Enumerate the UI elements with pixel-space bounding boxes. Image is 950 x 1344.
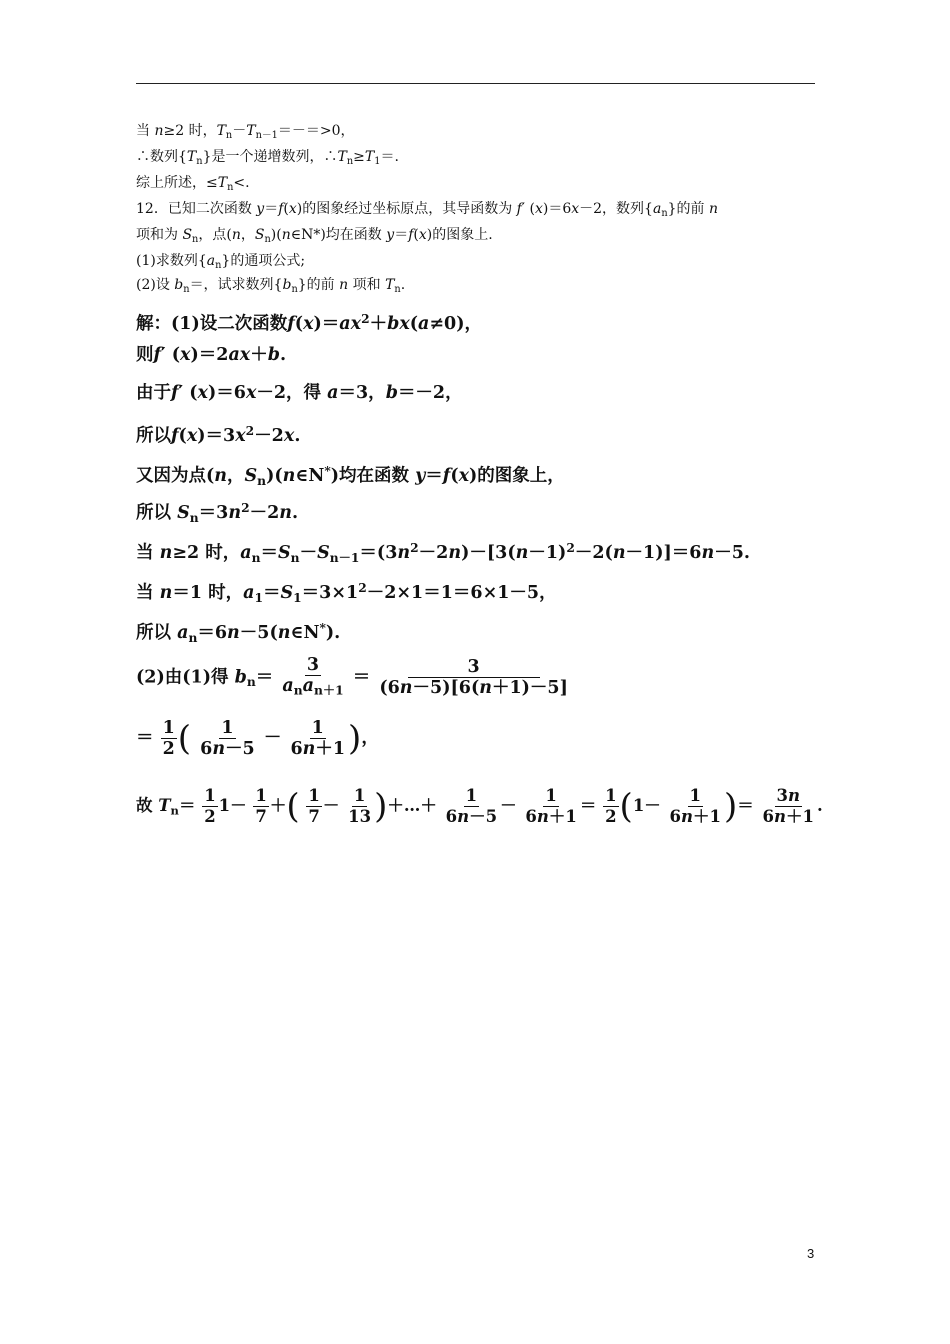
solution-line-4: 所以$f(x)=3x^2-2x$. [136,423,301,447]
solution-line-3: 由于f′ (x)＝6x－2，得 a＝3，b＝－2， [136,383,463,403]
fraction: $\frac{1}{6n+1}$ [290,718,346,759]
problem-question-2: (2)设 $b_n=$，试求数列$\{b_n\}$的前 n 项和 $T_n$. [136,277,406,295]
solution-line-9: 所以 $a_n=6n-5(n\in N^*)$. [136,620,341,645]
intro-line-1: 当 n≥2 时，$T_n-T_{n-1}=-=>0$， [136,123,355,141]
fraction: $\frac{1}{6n+1}$ [525,786,577,826]
fraction: $\frac{1}{13}$ [348,786,372,826]
solution-line-11: ＝ $\frac{1}{2}$ ( $\frac{1}{6n-5}$ － $\frac{1}{6n+1}$ )， [136,718,379,759]
fraction: $\frac{1}{6n+1}$ [669,786,722,826]
fraction: $\frac{1}{2}$ [204,786,216,826]
fraction: $\frac{1}{2}$ [162,718,175,759]
fraction: $\frac{1}{7}$ [308,786,320,826]
problem-question-1: (1)求数列$\{a_n\}$的通项公式; [136,253,306,271]
fraction: $\frac{3n}{6n+1}$ [762,786,814,826]
fraction: $\frac{1}{7}$ [255,786,267,826]
fraction: $\frac{3}{a_na_{n+1}}$ [282,655,344,698]
solution-line-12: 故 $T_n=$ $\frac{1}{2}$ 1－ $\frac{1}{7}$ ＋( $\frac{1}{7}$ － $\frac{1}{13}$ )＋…＋ $\frac{1}{6n-5}$ － $\frac{1}{6n+1}$ ＝ $\frac{1}{2}$ (1－ $\frac{1}{6n+1}$ )＝ $\frac{3n}{6n+1}$ . [136,786,823,827]
page-number: 3 [807,1246,815,1261]
intro-line-2: ∴数列$\{T_n\}$是一个递增数列，$\therefore T_n\ge T_1=$. [136,149,399,167]
solution-line-2: 则f′ (x)＝2ax＋b. [136,345,287,365]
fraction: $\frac{1}{2}$ [605,786,617,826]
solution-line-10: (2)由(1)得 $b_n=$ $\frac{3}{a_na_{n+1}}$ ＝ $\frac{3}{(6n-5)[6(n+1)-5]}$ [136,655,571,701]
fraction: $\frac{1}{6n-5}$ [200,718,255,759]
solution-line-6: 所以 $S_n=3n^2-2n$. [136,500,299,525]
problem-line-2: 项和为 $S_n$，点(n，$S_n)(n\in N*)$均在函数 y＝f(x)的图象上. [136,227,493,245]
fraction: $\frac{1}{6n-5}$ [445,786,498,826]
solution-line-7: 当 n≥2 时，$a_n=S_n-S_{n-1}=(3n^2-2n)-[3(n-1)^2-2(n-1)]=6n-5$. [136,540,750,565]
fraction: $\frac{3}{(6n-5)[6(n+1)-5]}$ [379,657,568,699]
solution-line-5: 又因为点(n，$S_n)(n\in N^*)$均在函数 y＝f(x)的图象上， [136,463,565,488]
intro-line-3: 综上所述，$\le T_n<$. [136,175,250,193]
problem-line-1: 12．已知二次函数 y＝f(x)的图象经过坐标原点，其导函数为 f′ (x)＝6x－2，数列$\{a_n\}$的前 n [136,201,719,219]
header-rule [136,83,815,84]
solution-line-8: 当 n＝1 时，$a_1=S_1=3\times 1^2-2\times 1=1=6\times 1-5$， [136,580,557,605]
solution-line-1: 解：(1)设二次函数$f(x)=ax^2+bx(a\ne 0)$， [136,311,483,335]
